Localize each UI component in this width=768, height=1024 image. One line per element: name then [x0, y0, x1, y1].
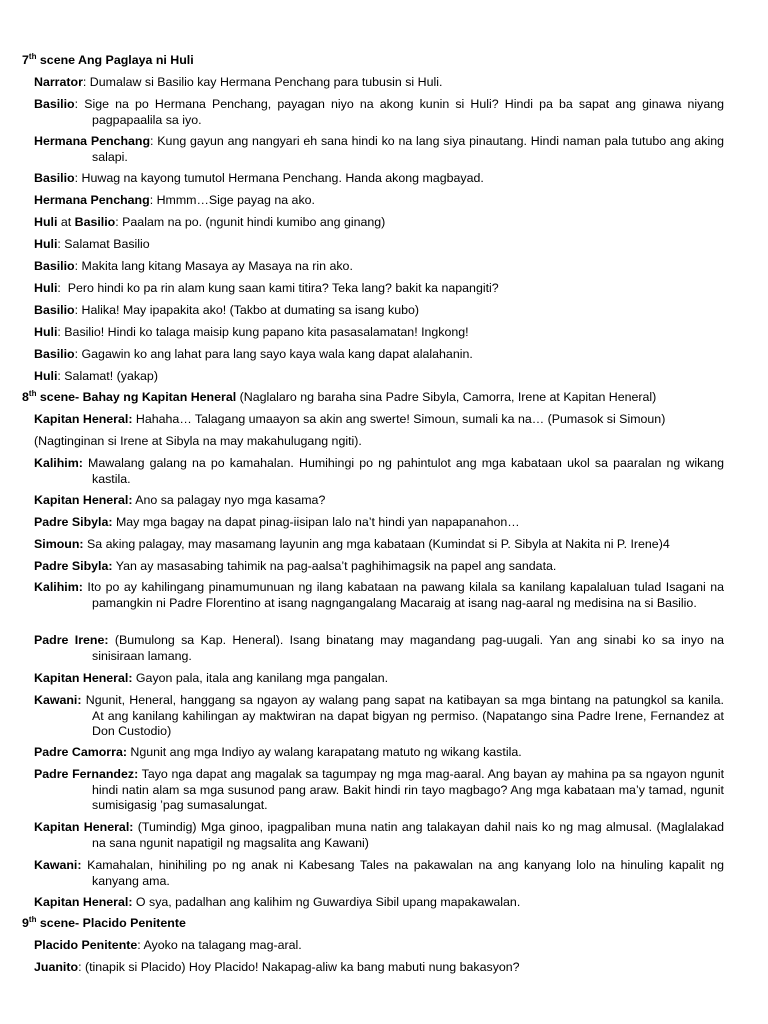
ordinal-suffix: th [28, 388, 37, 398]
dialogue-text: Dumalaw si Basilio kay Hermana Penchang para tubusin si Huli. [89, 75, 443, 89]
dialogue-text: May mga bagay na dapat pinag-iisipan lalo na’t hindi yan napapanahon… [115, 515, 520, 529]
dialogue-line: Juanito: (tinapik si Placido) Hoy Placido! Nakapag-aliw ka bang mabuti nung bakasyon? [34, 960, 520, 974]
speaker-name: Basilio [34, 259, 75, 273]
dialogue-line [34, 671, 724, 687]
dialogue-line [34, 820, 724, 851]
dialogue-text: Yan ay masasabing tahimik na pag-aalsa’t paghihimagsik na papel ang sandata. [115, 559, 557, 573]
dialogue-line: Huli: Basilio! Hindi ko talaga maisip kung papano kita pasasalamatan! Ingkong! [34, 325, 469, 339]
speaker-name: Padre Sibyla: [34, 559, 113, 573]
ordinal-suffix: th [28, 914, 37, 924]
ordinal-suffix: th [28, 51, 37, 61]
speaker-name: Kapitan Heneral: [34, 820, 134, 834]
scene-number: 7 [22, 53, 29, 67]
dialogue-text: Hahaha… Talagang umaayon sa akin ang swerte! Simoun, sumali ka na… (Pumasok si Simoun) [135, 412, 666, 426]
dialogue-line: Basilio: Gagawin ko ang lahat para lang sayo kaya wala kang dapat alalahanin. [34, 347, 473, 361]
speaker-name: Basilio [34, 347, 75, 361]
stage-direction [34, 434, 724, 450]
dialogue-line [34, 693, 724, 740]
dialogue-text: Ngunit ang mga Indiyo ay walang karapatang matuto ng wikang kastila. [130, 745, 522, 759]
speaker-name: Basilio [34, 97, 75, 111]
dialogue-line: Huli: Salamat! (yakap) [34, 369, 158, 383]
dialogue-line: Hermana Penchang: Kung gayun ang nangyari eh sana hindi ko na lang siya pinautang. Hindi naman pala tutubo ang aking salapi. [34, 134, 725, 164]
dialogue-line: Huli: Salamat Basilio [34, 237, 150, 251]
dialogue-text: Makita lang kitang Masaya ay Masaya na rin ako. [81, 259, 353, 273]
dialogue-line: Hermana Penchang: Hmmm…Sige payag na ako. [34, 193, 315, 207]
dialogue-line [34, 559, 724, 575]
dialogue-text: (Nagtinginan si Irene at Sibyla na may makahulugang ngiti). [34, 434, 362, 448]
dialogue-text: Tayo nga dapat ang magalak sa tagumpay ng mga mag-aaral. Ang bayan ay mahina pa sa ngayon ngunit hindi natin alam sa mga susunod pang araw. Bakit hindi rin tayo magbago? Ang mga kabataan ma’y tamad, ngunit sumisigasig ’pag sumasalungat. [92, 767, 725, 812]
dialogue-text: Basilio! Hindi ko talaga maisip kung papano kita pasasalamatan! Ingkong! [64, 325, 469, 339]
dialogue-line [34, 745, 724, 761]
dialogue-text: Mawalang galang na po kamahalan. Humihingi po ng pahintulot ang mga kabataan ukol sa paaralan ng wikang kastila. [88, 456, 724, 486]
dialogue-line: Narrator: Dumalaw si Basilio kay Hermana Penchang para tubusin si Huli. [34, 75, 443, 89]
dialogue-line: Basilio: Makita lang kitang Masaya ay Masaya na rin ako. [34, 259, 353, 273]
speaker-name: Kawani: [34, 858, 82, 872]
speaker-name: Kapitan Heneral: [34, 493, 133, 507]
speaker-name: Kapitan Heneral: [34, 412, 133, 426]
speaker-name: Huli [34, 215, 58, 229]
dialogue-line [34, 633, 724, 664]
scene-number: 8 [22, 390, 29, 404]
dialogue-line: Huli at Basilio: Paalam na po. (ngunit hindi kumibo ang ginang) [34, 215, 386, 229]
speaker-name: Placido Penitente [34, 938, 138, 952]
speaker-name: Hermana Penchang [34, 193, 150, 207]
dialogue-text: Sige na po Hermana Penchang, payagan niyo na akong kunin si Huli? Hindi pa ba sapat ang ginawa niyang pagpapaalila sa iyo. [84, 97, 724, 127]
dialogue-text: Halika! May ipapakita ako! (Takbo at dumating sa isang kubo) [81, 303, 420, 317]
dialogue-text: Gayon pala, itala ang kanilang mga pangalan. [135, 671, 389, 685]
dialogue-text: Kamahalan, hinihiling po ng anak ni Kabesang Tales na pakawalan na ang kanyang lolo na hinuling kapalit ng kanyang ama. [87, 858, 724, 888]
dialogue-text: Salamat! (yakap) [64, 369, 158, 383]
dialogue-line: Basilio: Halika! May ipapakita ako! (Takbo at dumating sa isang kubo) [34, 303, 420, 317]
dialogue-line [34, 456, 724, 487]
speaker-name: Kawani: [34, 693, 82, 707]
speaker-name: Hermana Penchang [34, 134, 151, 148]
speaker-name: Huli [34, 237, 58, 251]
dialogue-text: (tinapik si Placido) Hoy Placido! Nakapag-aliw ka bang mabuti nung bakasyon? [84, 960, 520, 974]
dialogue-line [34, 515, 724, 531]
speaker-name: Kapitan Heneral: [34, 895, 133, 909]
speaker-name: Basilio [34, 303, 75, 317]
dialogue-line [34, 580, 724, 611]
speaker-name: Simoun: [34, 537, 84, 551]
scene-heading-7 [22, 53, 724, 69]
dialogue-text: (Bumulong sa Kap. Heneral). Isang binatang may magandang pag-uugali. Yan ang sinabi ko sa inyo na sinisiraan lamang. [92, 633, 724, 663]
dialogue-text: Pero hindi ko pa rin alam kung saan kami titira? Teka lang? bakit ka napangiti? [67, 281, 499, 295]
scene-heading-9 [22, 916, 724, 932]
speaker-name: Padre Fernandez: [34, 767, 139, 781]
scene-description: (Naglalaro ng baraha sina Padre Sibyla, Camorra, Irene at Kapitan Heneral) [236, 390, 657, 404]
speaker-name: Kalihim: [34, 580, 83, 594]
dialogue-line [34, 895, 724, 911]
scene-number: 9 [22, 916, 29, 930]
speaker-name: Basilio [34, 171, 75, 185]
speaker-name: Huli [34, 369, 58, 383]
dialogue-text: Ngunit, Heneral, hanggang sa ngayon ay walang pang sapat na katibayan sa mga bintang na patungkol sa kanila. At ang kanilang kahilingan ay maktwiran na dapat bigyan ng permiso. (Napatango sina Padre Irene, Fernandez at Don Custodio) [85, 693, 724, 738]
speaker-name: Padre Camorra: [34, 745, 127, 759]
dialogue-line [34, 537, 724, 553]
dialogue-text: Ano sa palagay nyo mga kasama? [135, 493, 326, 507]
dialogue-line [34, 493, 724, 509]
speaker-name: Padre Irene: [34, 633, 109, 647]
scene-heading-8 [22, 390, 724, 406]
dialogue-text: Huwag na kayong tumutol Hermana Penchang. Handa akong magbayad. [81, 171, 484, 185]
dialogue-line: Placido Penitente: Ayoko na talagang mag-aral. [34, 938, 302, 952]
dialogue-text: Kung gayun ang nangyari eh sana hindi ko na lang siya pinautang. Hindi naman pala tutubo ang aking salapi. [92, 134, 725, 164]
dialogue-text: Gagawin ko ang lahat para lang sayo kaya wala kang dapat alalahanin. [81, 347, 473, 361]
speaker-name: Juanito [34, 960, 79, 974]
scene-title: scene- Bahay ng Kapitan Heneral [36, 390, 237, 404]
dialogue-text: Salamat Basilio [64, 237, 150, 251]
scene-title: scene- Placido Penitente [36, 916, 186, 930]
dialogue-line: Basilio: Sige na po Hermana Penchang, payagan niyo na akong kunin si Huli? Hindi pa ba sapat ang ginawa niyang pagpapaalila sa iyo. [34, 97, 724, 127]
speaker-name: Narrator [34, 75, 83, 89]
speaker-name: Huli [34, 281, 58, 295]
scene-title: scene Ang Paglaya ni Huli [36, 53, 194, 67]
dialogue-line: Huli: Pero hindi ko pa rin alam kung saan kami titira? Teka lang? bakit ka napangiti? [34, 281, 499, 295]
dialogue-text: Sa aking palagay, may masamang layunin ang mga kabataan (Kumindat si P. Sibyla at Nakita ni P. Irene)4 [87, 537, 670, 551]
dialogue-text: Ayoko na talagang mag-aral. [143, 938, 302, 952]
dialogue-line [34, 858, 724, 889]
speaker-name: Basilio [74, 215, 116, 229]
speaker-name: Huli [34, 325, 58, 339]
dialogue-text: Paalam na po. (ngunit hindi kumibo ang ginang) [122, 215, 386, 229]
dialogue-line [34, 412, 724, 428]
dialogue-line: Basilio: Huwag na kayong tumutol Hermana Penchang. Handa akong magbayad. [34, 171, 484, 185]
speaker-name: Kalihim: [34, 456, 83, 470]
dialogue-text: (Tumindig) Mga ginoo, ipagpaliban muna natin ang talakayan dahil nais ko ng mag almusal. (Maglalakad na sana ngunit napatigil ng magsalita ang Kawani) [92, 820, 724, 850]
dialogue-text: O sya, padalhan ang kalihim ng Guwardiya Sibil upang mapakawalan. [135, 895, 521, 909]
speaker-name: Padre Sibyla: [34, 515, 113, 529]
dialogue-text: Hmmm…Sige payag na ako. [156, 193, 315, 207]
dialogue-text: Ito po ay kahilingang pinamumunuan ng ilang kabataan na pawang kilala sa kanilang kapalaluan tulad Isagani na pamangkin ni Padre Florentino at isang nagngangalang Macaraig at isang nag-aaral ng medisina na si Basilio. [87, 580, 724, 610]
speaker-name: Kapitan Heneral: [34, 671, 133, 685]
dialogue-line [34, 767, 724, 814]
